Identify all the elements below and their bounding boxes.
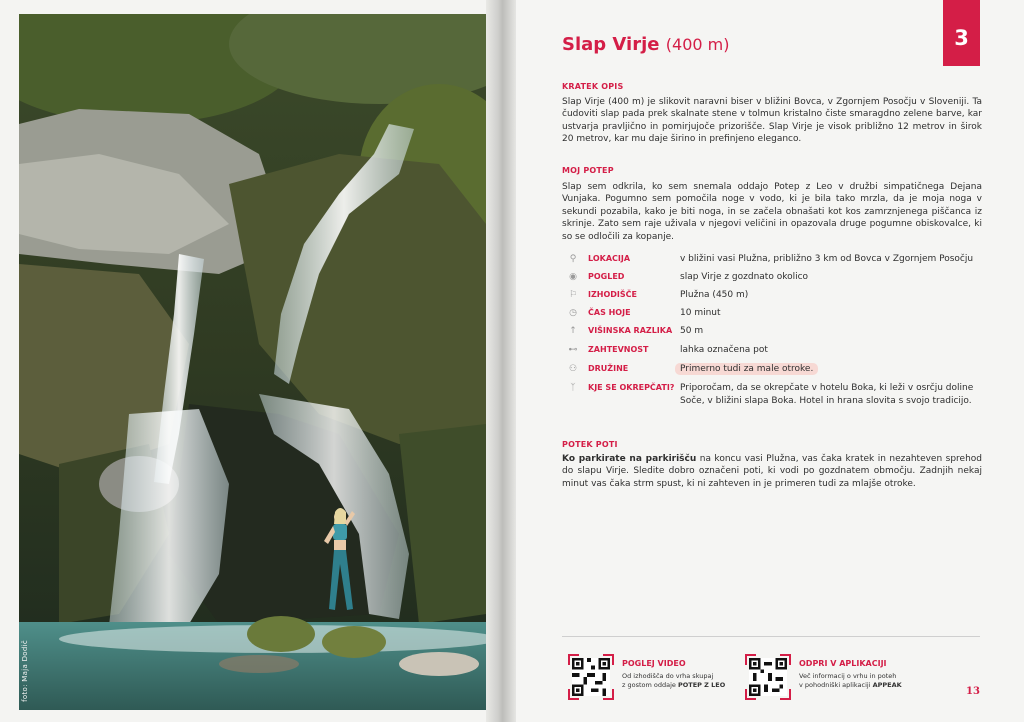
- chapter-number-tab: 3: [943, 0, 980, 66]
- info-label: POGLED: [588, 272, 625, 281]
- info-label: VIŠINSKA RAZLIKA: [588, 326, 673, 335]
- section-heading-potek-poti: POTEK POTI: [562, 440, 618, 449]
- title-altitude: (400 m): [665, 35, 730, 54]
- info-row-kje-se-okrepcati: [566, 382, 986, 406]
- info-label: IZHODIŠČE: [588, 290, 637, 299]
- info-value: 50 m: [680, 326, 704, 336]
- info-value: v bližini vasi Plužna, približno 3 km od Bovca v Zgornjem Posočju: [680, 254, 974, 264]
- video-cta-title[interactable]: POGLEJ VIDEO: [622, 659, 686, 668]
- info-label: KJE SE OKREPČATI?: [588, 383, 675, 392]
- video-qr-code-icon[interactable]: [572, 658, 610, 696]
- eye-icon: ◉: [569, 272, 577, 282]
- info-value: lahka označena pot: [680, 345, 768, 355]
- section-text-moj-potep: Slap sem odkrila, ko sem snemala oddajo Potep z Leo v družbi simpatičnega Dejana Vunjaka. Pogumno sem pomočila noge v vodo, ki je bila tako mrzla, da je moja noga v sekundi pozabila, kako je biti noga, in se začela obnašati kot kos zamrznjenega piščanca iz skrinje. Zato sem raje uživala v njegovi veličini in opazovala druge pogumne obiskovalce, ki so se odločili za kopanje.: [562, 182, 982, 242]
- book-spine: [486, 0, 516, 722]
- app-cta-line2-bold: APPEAK: [872, 681, 902, 689]
- info-row-pogled: [566, 271, 986, 285]
- info-row-zahtevnost: [566, 344, 986, 358]
- info-value: 10 minut: [680, 308, 721, 318]
- section-heading-kratek-opis: KRATEK OPIS: [562, 82, 624, 91]
- clock-icon: ◷: [569, 308, 577, 318]
- video-cta-line2-bold: POTEP Z LEO: [677, 681, 726, 689]
- family-icon: ⚇: [568, 364, 578, 374]
- info-row-lokacija: [566, 253, 986, 267]
- app-cta-line1: Več informacij o vrhu in poteh: [799, 672, 897, 680]
- page-number: 13: [966, 686, 980, 697]
- app-qr-code-icon[interactable]: [749, 658, 787, 696]
- photo-credit: foto: Maja Dodič: [21, 640, 29, 702]
- title-main: Slap Virje: [562, 34, 660, 55]
- location-pin-icon: ⚲: [569, 254, 577, 264]
- app-cta-title[interactable]: ODPRI V APLIKACIJI: [799, 659, 887, 668]
- info-value: Plužna (450 m): [680, 290, 749, 300]
- app-cta-line2: [799, 681, 902, 690]
- section-heading-moj-potep: MOJ POTEP: [562, 166, 614, 175]
- info-row-cas-hoje: [566, 307, 986, 321]
- video-cta-line2: [622, 681, 725, 690]
- page-title: [562, 34, 729, 55]
- info-row-druzine: [566, 363, 986, 377]
- info-label: ČAS HOJE: [588, 308, 631, 317]
- info-value: Priporočam, da se okrepčate v hotelu Boka, ki leži v osrčju doline Soče, v bližini slapa Boka. Hotel in hrana slovita s svojo tradicijo.: [680, 383, 974, 406]
- info-label: LOKACIJA: [588, 254, 631, 263]
- section-text-kratek-opis: Slap Virje (400 m) je slikovit naravni biser v bližini Bovca, v Zgornjem Posočju v Sloveniji. Ta čudoviti slap pada prek skalnate stene v tolmun kristalno čiste smaragdno zelene barve, kar ustvarja pravljično in pomirjujoče prizorišče. Slap Virje je visok približno 12 metrov in širok 20 metrov, kar mu daje širino in prefinjeno eleganco.: [562, 97, 982, 145]
- info-row-visinska-razlika: [566, 325, 986, 339]
- info-row-izhodisce: [566, 289, 986, 303]
- info-label: DRUŽINE: [588, 364, 629, 373]
- dumbbell-icon: ⊷: [568, 345, 578, 355]
- app-cta-line2-pre: v pohodniški aplikaciji: [799, 681, 873, 689]
- info-label: ZAHTEVNOST: [588, 345, 649, 354]
- waterfall-photo: [19, 14, 486, 710]
- fork-knife-icon: ᛉ: [570, 383, 576, 393]
- section-text-potek-poti: [562, 453, 982, 490]
- elevation-arrow-icon: ↑: [569, 326, 577, 336]
- video-cta-line1: Od izhodišča do vrha skupaj: [622, 672, 714, 680]
- potek-poti-text: na koncu vasi Plužna, vas čaka kratek in nezahteven sprehod do slapu Virje. Sledite dobro označeni poti, ki vodi po gozdnatem območju. Zadnjih nekaj minut vas čaka strm spust, ki ni zahteven in je primeren tudi za mlajše otroke.: [562, 454, 983, 489]
- potek-poti-lead: Ko parkirate na parkirišču: [562, 454, 697, 464]
- info-value-highlight: Primerno tudi za male otroke.: [675, 363, 818, 375]
- info-value-container: [680, 363, 980, 376]
- flag-icon: ⚐: [568, 290, 578, 300]
- info-value: slap Virje z gozdnato okolico: [680, 272, 809, 282]
- video-cta-line2-pre: z gostom oddaje: [622, 681, 678, 689]
- footer-divider: [562, 636, 980, 637]
